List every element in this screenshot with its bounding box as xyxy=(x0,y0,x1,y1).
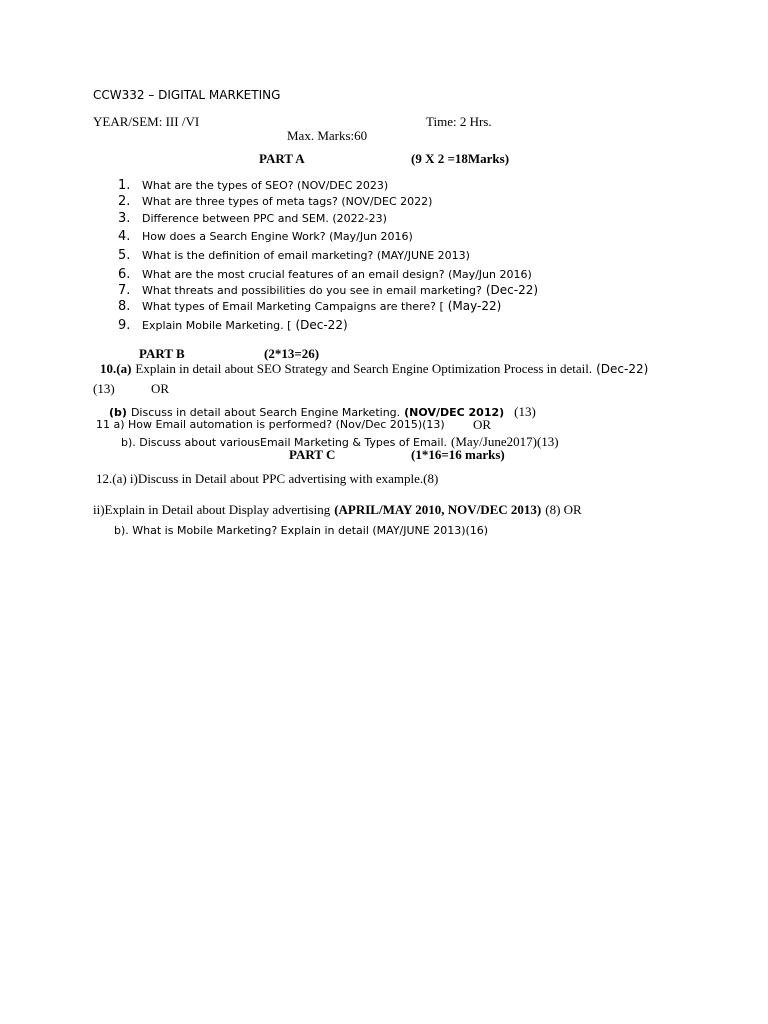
question-12a-ii: ii)Explain in Detail about Display advertising (APRIL/MAY 2010, NOV/DEC 2013) (8) OR xyxy=(93,502,582,517)
question-11a: 11 a) How Email automation is performed? (Nov/Dec 2015)(13) xyxy=(96,418,445,431)
or-separator: OR xyxy=(151,381,170,396)
question-10b: (b) Discuss in detail about Search Engine Marketing. (NOV/DEC 2012) (13) xyxy=(109,404,536,419)
list-item: 3. Difference between PPC and SEM. (2022-23) xyxy=(118,211,387,226)
list-item: 2. What are three types of meta tags? (NOV/DEC 2022) xyxy=(118,194,433,209)
part-a-marks: (9 X 2 =18Marks) xyxy=(411,151,510,166)
part-a-title: PART A xyxy=(259,151,305,166)
part-b-marks: (2*13=26) xyxy=(264,346,320,361)
list-item: 4. How does a Search Engine Work? (May/Jun 2016) xyxy=(118,229,413,244)
part-c-marks: (1*16=16 marks) xyxy=(411,447,505,462)
max-marks: Max. Marks:60 xyxy=(287,128,368,143)
part-c-title: PART C xyxy=(289,447,336,462)
question-12b: b). What is Mobile Marketing? Explain in detail (MAY/JUNE 2013)(16) xyxy=(114,524,489,537)
list-item: 9. Explain Mobile Marketing. [ (Dec-22) xyxy=(118,318,348,333)
list-item: 1. What are the types of SEO? (NOV/DEC 2023) xyxy=(118,178,389,193)
question-11b: b). Discuss about variousEmail Marketing & Types of Email. (May/June2017)(13) xyxy=(121,434,559,449)
part-b-title: PART B xyxy=(139,346,185,361)
exam-time: Time: 2 Hrs. xyxy=(426,114,492,129)
question-10a: 10.(a) Explain in detail about SEO Strategy and Search Engine Optimization Process in detail. (Dec-22) xyxy=(100,361,649,376)
list-item: 7. What threats and possibilities do you see in email marketing? (Dec-22) xyxy=(118,283,539,298)
list-item: 5. What is the definition of email marketing? (MAY/JUNE 2013) xyxy=(118,248,470,263)
year-sem: YEAR/SEM: III /VI xyxy=(93,114,200,129)
course-title: CCW332 – DIGITAL MARKETING xyxy=(93,88,281,102)
question-10a-marks: (13) xyxy=(93,381,115,396)
list-item: 6. What are the most crucial features of an email design? (May/Jun 2016) xyxy=(118,267,532,282)
or-separator: OR xyxy=(473,417,492,432)
question-12a-i: 12.(a) i)Discuss in Detail about PPC advertising with example.(8) xyxy=(96,471,439,486)
list-item: 8. What types of Email Marketing Campaigns are there? [ (May-22) xyxy=(118,299,502,314)
